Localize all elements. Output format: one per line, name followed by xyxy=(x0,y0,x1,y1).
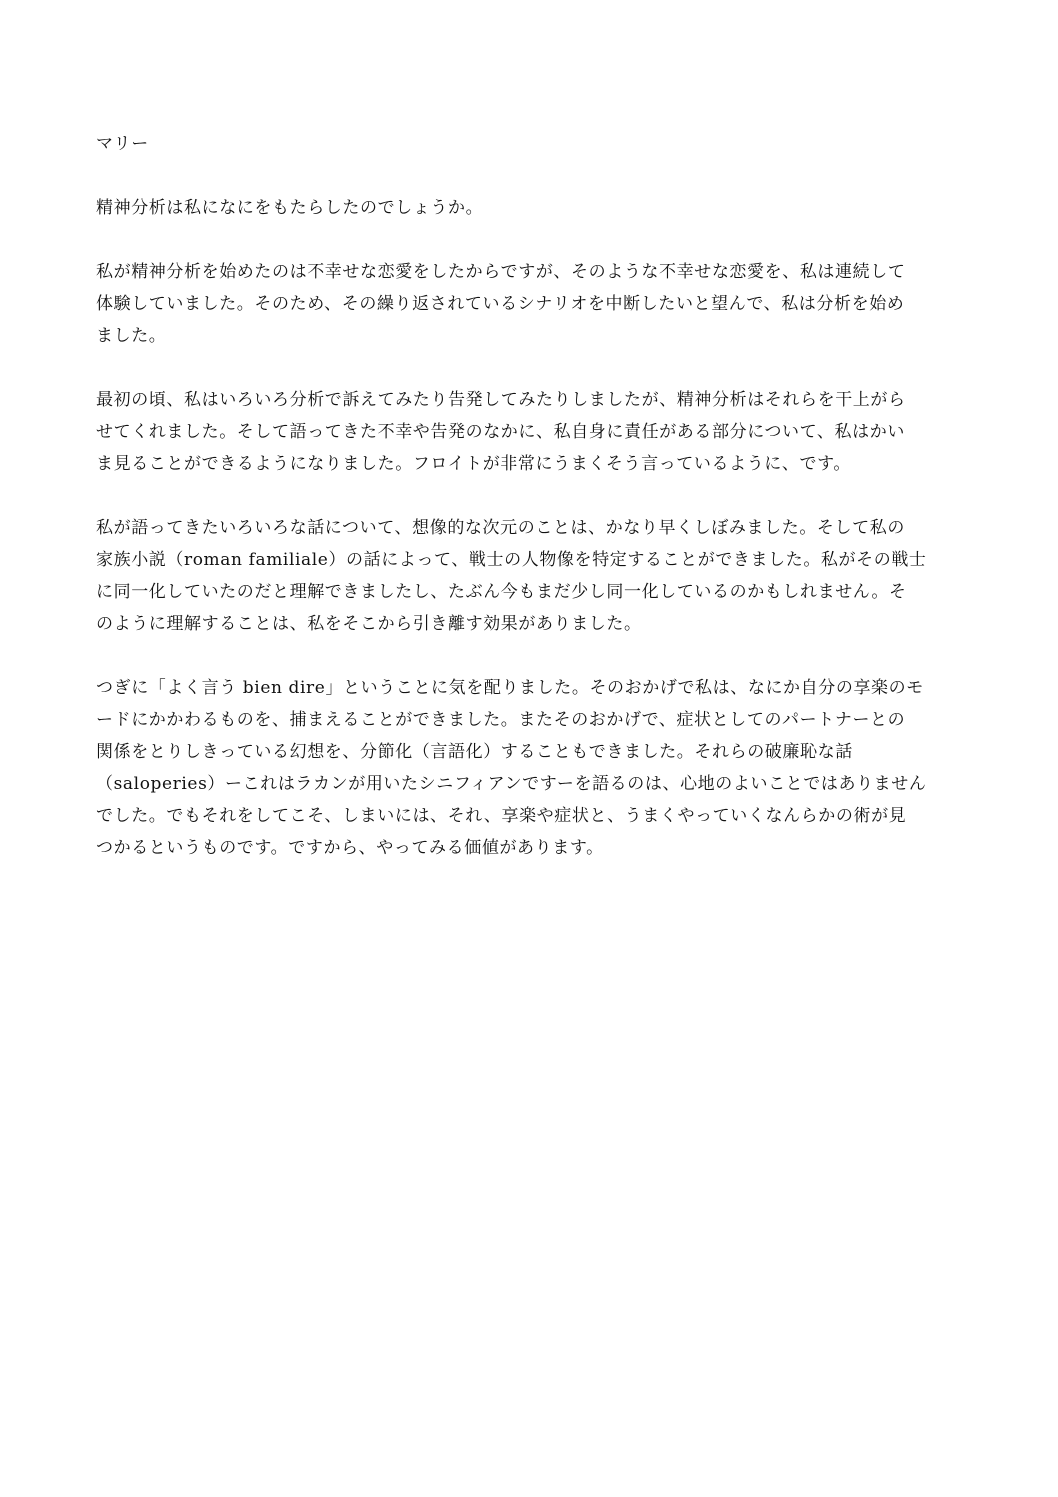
document-page xyxy=(96,128,962,864)
paragraph-line: 私が精神分析を始めたのは不幸せな恋愛をしたからですが、そのような不幸せな恋愛を、私は連続して xyxy=(96,262,906,282)
paragraph-line: 体験していました。そのため、その繰り返されているシナリオを中断したいと望んで、私は分析を始め xyxy=(96,294,905,314)
paragraph-2 xyxy=(96,384,962,480)
paragraph-4 xyxy=(96,672,962,864)
spacer xyxy=(96,352,962,384)
paragraph-line: （saloperies）ーこれはラカンが用いたシニフィアンですーを語るのは、心地のよいことではありません xyxy=(96,774,927,794)
spacer xyxy=(96,640,962,672)
spacer xyxy=(96,224,962,256)
paragraph-line: に同一化していたのだと理解できましたし、たぶん今もまだ少し同一化しているのかもしれません。そ xyxy=(96,582,907,602)
question-line: 精神分析は私になにをもたらしたのでしょうか。 xyxy=(96,198,484,218)
paragraph-line: ました。 xyxy=(96,326,167,346)
paragraph-line: 家族小説（roman familiale）の話によって、戦士の人物像を特定することができました。私がその戦士 xyxy=(96,550,927,570)
paragraph-line: ードにかかわるものを、捕まえることができました。またそのおかげで、症状としてのパートナーとの xyxy=(96,710,906,730)
paragraph-line: でした。でもそれをしてこそ、しまいには、それ、享楽や症状と、うまくやっていくなんらかの術が見 xyxy=(96,806,907,826)
spacer xyxy=(96,160,962,192)
paragraph-line: つぎに「よく言う bien dire」ということに気を配りました。そのおかげで私は、なにか自分の享楽のモ xyxy=(96,678,924,698)
paragraph-1 xyxy=(96,256,962,352)
paragraph-line: ま見ることができるようになりました。フロイトが非常にうまくそう言っているように、です。 xyxy=(96,454,851,474)
paragraph-line: 最初の頃、私はいろいろ分析で訴えてみたり告発してみたりしましたが、精神分析はそれらを干上がら xyxy=(96,390,906,410)
paragraph-line: 関係をとりしきっている幻想を、分節化（言語化）することもできました。それらの破廉恥な話 xyxy=(96,742,853,762)
spacer xyxy=(96,480,962,512)
paragraph-line: つかるというものです。ですから、やってみる価値があります。 xyxy=(96,838,604,858)
paragraph-line: 私が語ってきたいろいろな話について、想像的な次元のことは、かなり早くしぼみました。そして私の xyxy=(96,518,905,538)
document-title: マリー xyxy=(96,134,149,154)
paragraph-3 xyxy=(96,512,962,640)
paragraph-line: せてくれました。そして語ってきた不幸や告発のなかに、私自身に責任がある部分について、私はかい xyxy=(96,422,905,442)
paragraph-line: のように理解することは、私をそこから引き離す効果がありました。 xyxy=(96,614,642,634)
